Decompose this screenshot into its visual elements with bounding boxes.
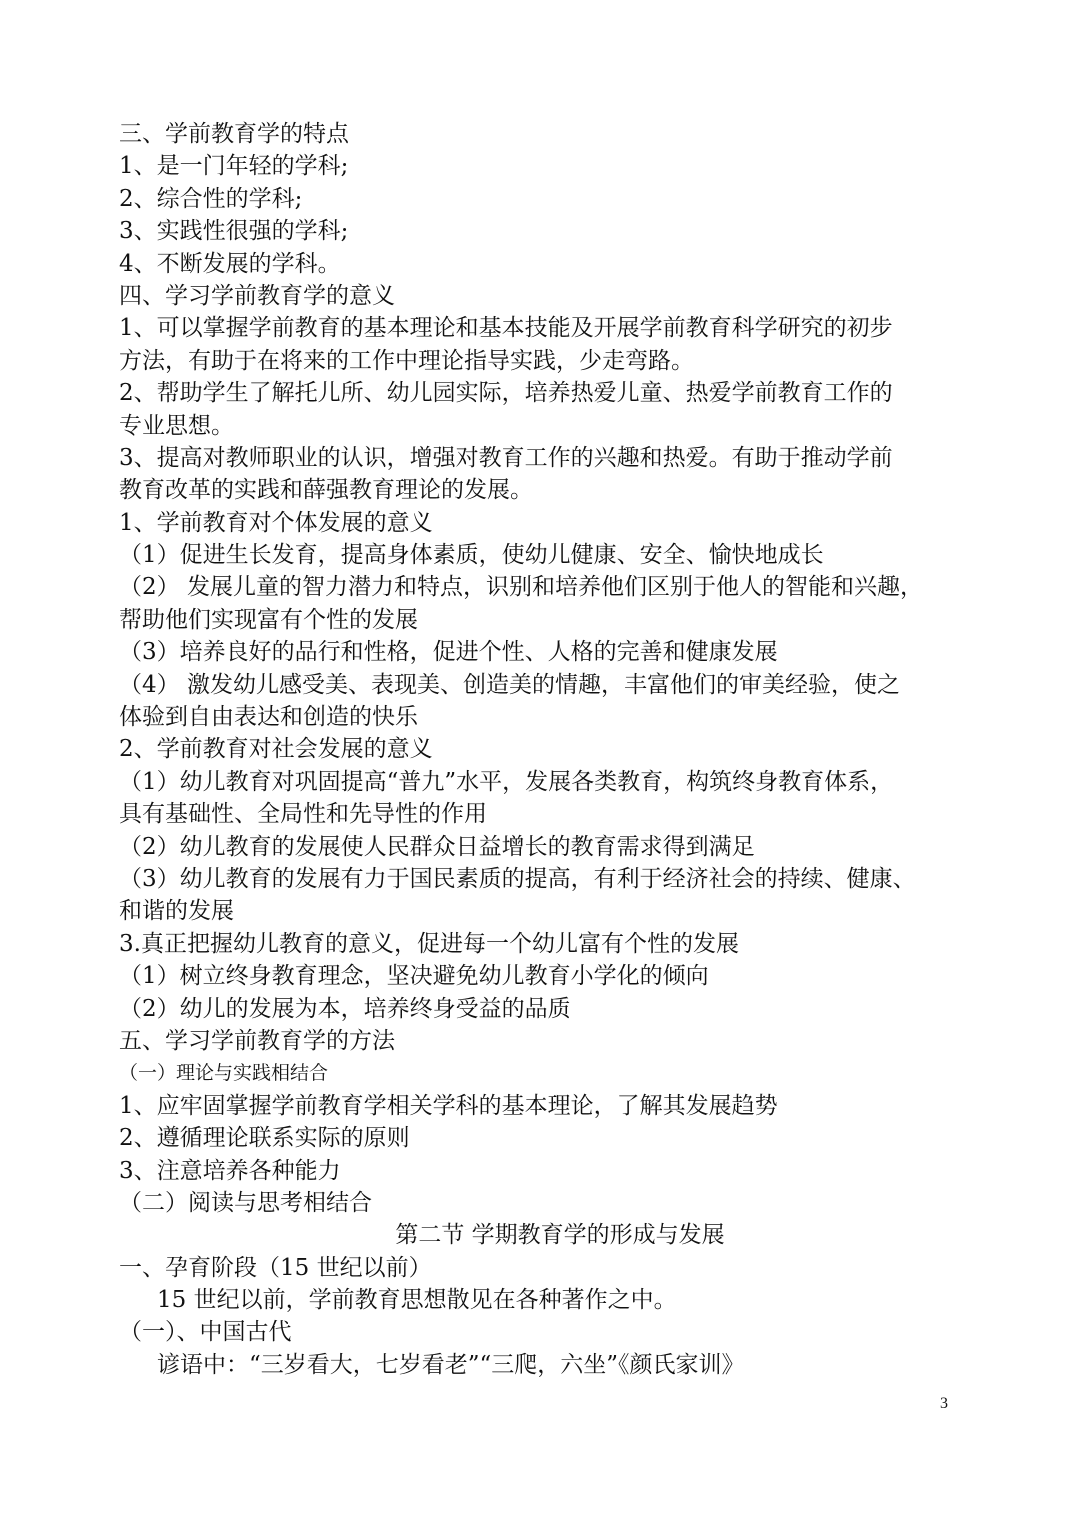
- paragraph-line: 谚语中：“三岁看大，七岁看老”“三爬，六坐”《颜氏家训》: [157, 1351, 745, 1378]
- paragraph-line: 3、提高对教师职业的认识，增强对教育工作的兴趣和热爱。有助于推动学前: [119, 444, 893, 471]
- paragraph-line: （4） 激发幼儿感受美、表现美、创造美的情趣，丰富他们的审美经验，使之: [119, 671, 900, 698]
- paragraph-line: 帮助他们实现富有个性的发展: [119, 606, 418, 633]
- paragraph-line: （2） 发展儿童的智力潜力和特点，识别和培养他们区别于他人的智能和兴趣，: [119, 574, 923, 601]
- paragraph-line: 1、可以掌握学前教育的基本理论和基本技能及开展学前教育科学研究的初步: [119, 315, 893, 342]
- list-item: 1、应牢固掌握学前教育学相关学科的基本理论，了解其发展趋势: [119, 1092, 778, 1119]
- subheading: 3.真正把握幼儿教育的意义，促进每一个幼儿富有个性的发展: [119, 930, 739, 957]
- list-item: 3、注意培养各种能力: [119, 1157, 341, 1184]
- list-item: 2、遵循理论联系实际的原则: [119, 1125, 410, 1152]
- paragraph-line: 2、帮助学生了解托儿所、幼儿园实际，培养热爱儿童、热爱学前教育工作的: [119, 380, 893, 407]
- section-heading: 五、学习学前教育学的方法: [119, 1027, 395, 1054]
- paragraph-line: （1）树立终身教育理念，坚决避免幼儿教育小学化的倾向: [119, 963, 709, 990]
- subheading: 2、学前教育对社会发展的意义: [119, 736, 433, 763]
- page-number: 3: [940, 1395, 948, 1412]
- subheading: （一）、中国古代: [119, 1319, 292, 1346]
- section-heading: 一、孕育阶段（15 世纪以前）: [119, 1254, 432, 1281]
- paragraph-line: （3）培养良好的品行和性格，促进个性、人格的完善和健康发展: [119, 639, 778, 666]
- paragraph-line: 教育改革的实践和薛强教育理论的发展。: [119, 477, 533, 504]
- paragraph-line: （2）幼儿教育的发展使人民群众日益增长的教育需求得到满足: [119, 833, 755, 860]
- paragraph-line: 体验到自由表达和创造的快乐: [119, 704, 418, 731]
- list-item: 4、不断发展的学科。: [119, 250, 341, 277]
- page-body: [119, 118, 961, 1381]
- chapter-title: 第二节 学期教育学的形成与发展: [395, 1222, 725, 1249]
- list-item: 3、实践性很强的学科;: [119, 218, 349, 245]
- paragraph-line: 15 世纪以前，学前教育思想散见在各种著作之中。: [157, 1287, 677, 1314]
- paragraph-line: （3）幼儿教育的发展有力于国民素质的提高，有利于经济社会的持续、健康、: [119, 865, 916, 892]
- paragraph-line: （1）幼儿教育对巩固提高“普九”水平，发展各类教育，构筑终身教育体系，: [119, 768, 894, 795]
- subheading: （二）阅读与思考相结合: [119, 1189, 372, 1216]
- paragraph-line: 方法，有助于在将来的工作中理论指导实践，少走弯路。: [119, 347, 694, 374]
- paragraph-line: 专业思想。: [119, 412, 234, 439]
- paragraph-line: （2）幼儿的发展为本，培养终身受益的品质: [119, 995, 571, 1022]
- section-heading: 四、学习学前教育学的意义: [119, 282, 395, 309]
- paragraph-line: （1）促进生长发育，提高身体素质，使幼儿健康、安全、愉快地成长: [119, 542, 824, 569]
- list-item: 1、是一门年轻的学科;: [119, 153, 349, 180]
- subheading: 1、学前教育对个体发展的意义: [119, 509, 433, 536]
- subheading: （一）理论与实践相结合: [119, 1062, 329, 1085]
- paragraph-line: 具有基础性、全局性和先导性的作用: [119, 801, 487, 828]
- paragraph-line: 和谐的发展: [119, 898, 234, 925]
- list-item: 2、综合性的学科;: [119, 185, 303, 212]
- section-heading: 三、学前教育学的特点: [119, 121, 349, 147]
